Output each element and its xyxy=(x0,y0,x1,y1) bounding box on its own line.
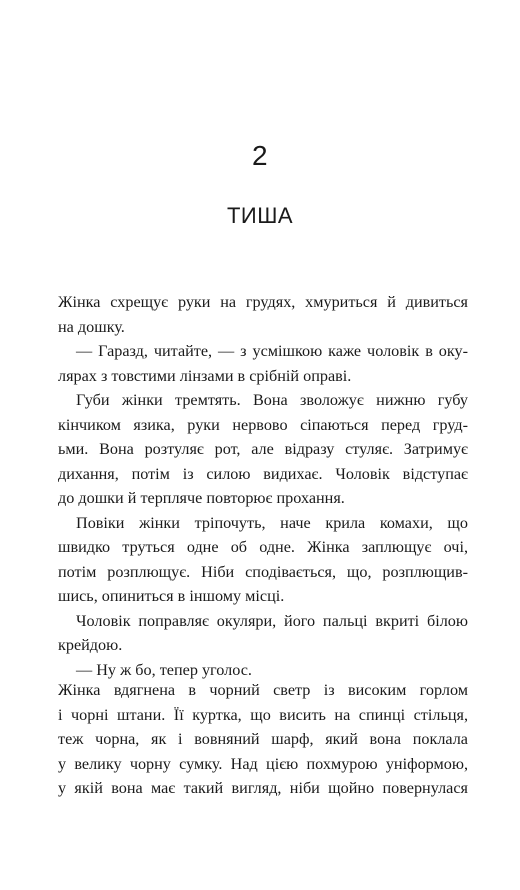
text-section-1 xyxy=(58,290,468,682)
text-line: кінчиком язика, руки нервово сіпаються перед груд- xyxy=(58,415,468,434)
text-line: — Гаразд, читайте, — з усмішкою каже чоловік в оку- xyxy=(76,342,468,360)
text-line: потім розплющує. Ніби сподівається, що, розплющив- xyxy=(58,562,468,581)
text-line: у велику чорну сумку. Над цією похмурою уніформою, xyxy=(58,754,468,773)
text-section-2 xyxy=(58,678,468,801)
text-line: крейдою. xyxy=(58,636,123,654)
text-line: Повіки жінки тріпочуть, наче крила комахи, що xyxy=(76,513,468,532)
text-line: швидко труться одне об одне. Жінка заплющує очі, xyxy=(58,538,468,556)
text-line: Губи жінки тремтять. Вона зволожує нижню губу xyxy=(76,391,468,409)
text-line: шись, опиниться в іншому місці. xyxy=(58,587,285,605)
text-line: Жінка вдягнена в чорний светр із високим горлом xyxy=(58,681,468,699)
chapter-number: 2 xyxy=(251,140,269,171)
text-line: лярах з товстими лінзами в срібній оправі. xyxy=(58,366,352,385)
text-line: теж чорна, як і вовняний шарф, який вона поклала xyxy=(58,730,468,748)
text-line: на дошку. xyxy=(58,317,125,336)
text-line: до дошки й терпляче повторює прохання. xyxy=(58,489,345,507)
text-line: Чоловік поправляє окуляри, його пальці вкриті білою xyxy=(76,611,468,630)
text-line: у якій вона має такий вигляд, ніби щойно повернулася xyxy=(58,779,468,797)
chapter-title: ТИША xyxy=(226,203,294,228)
text-line: — Ну ж бо, тепер уголос. xyxy=(76,660,252,679)
text-line: Жінка схрещує руки на грудях, хмуриться й дивиться xyxy=(58,293,468,311)
text-line: дихання, потім із силою видихає. Чоловік відступає xyxy=(58,464,468,483)
text-line: і чорні штани. Її куртка, що висить на спинці стільця, xyxy=(58,705,468,724)
text-line: ьми. Вона розтуляє рот, але відразу стуляє. Затримує xyxy=(58,440,468,458)
